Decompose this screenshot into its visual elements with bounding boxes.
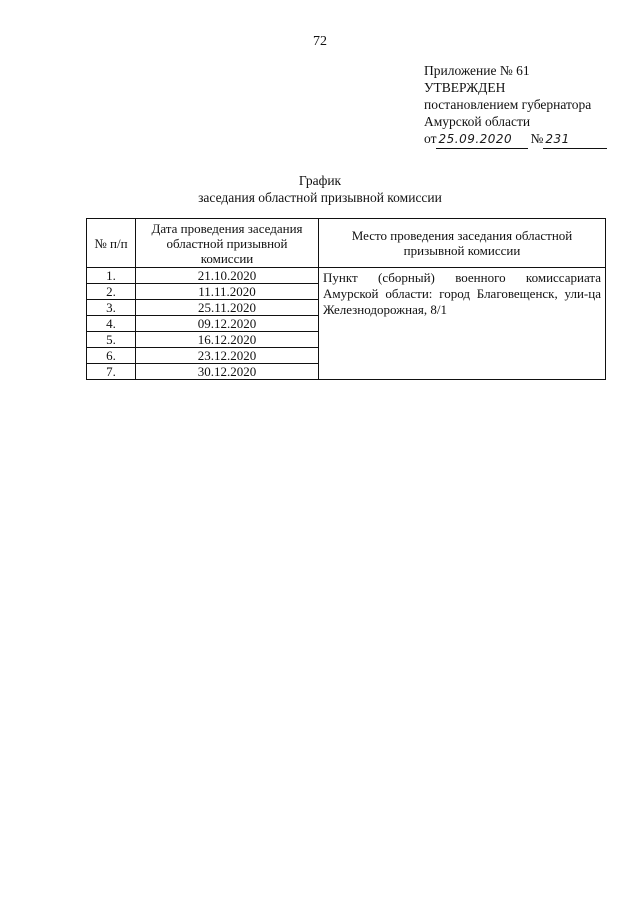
row-date: 25.11.2020 [136, 300, 319, 316]
row-date: 09.12.2020 [136, 316, 319, 332]
page-number: 72 [313, 34, 327, 49]
row-date: 16.12.2020 [136, 332, 319, 348]
header-date: Дата проведения заседания областной призывной комиссии [136, 219, 319, 268]
region-line: Амурской области [424, 114, 531, 129]
row-num: 2. [87, 284, 136, 300]
row-date: 21.10.2020 [136, 268, 319, 284]
row-num: 4. [87, 316, 136, 332]
meeting-place: Пункт (сборный) военного комиссариата Амурской области: город Благовещенск, ули-ца Железнодорожная, 8/1 [319, 268, 606, 380]
row-num: 7. [87, 364, 136, 380]
row-num: 6. [87, 348, 136, 364]
header-place: Место проведения заседания областной призывной комиссии [319, 219, 606, 268]
title-sub: заседания областной призывной комиссии [198, 190, 442, 205]
document-title [0, 172, 640, 206]
handwritten-number: 231 [543, 131, 607, 149]
decree-date-line [424, 130, 624, 149]
appendix-label: Приложение № 61 [424, 63, 530, 78]
row-date: 30.12.2020 [136, 364, 319, 380]
row-num: 3. [87, 300, 136, 316]
handwritten-date: 25.09.2020 [436, 131, 528, 149]
approved-by-line: постановлением губернатора [424, 97, 592, 112]
row-num: 1. [87, 268, 136, 284]
title-main: График [298, 173, 342, 188]
table-row [87, 268, 606, 284]
approval-block [424, 62, 624, 149]
header-num: № п/п [87, 219, 136, 268]
row-num: 5. [87, 332, 136, 348]
table-header-row [87, 219, 606, 268]
row-date: 23.12.2020 [136, 348, 319, 364]
row-date: 11.11.2020 [136, 284, 319, 300]
from-label: от [424, 131, 437, 146]
approved-label: УТВЕРЖДЕН [424, 80, 506, 95]
schedule-table [86, 218, 606, 380]
number-label: № [530, 131, 544, 146]
